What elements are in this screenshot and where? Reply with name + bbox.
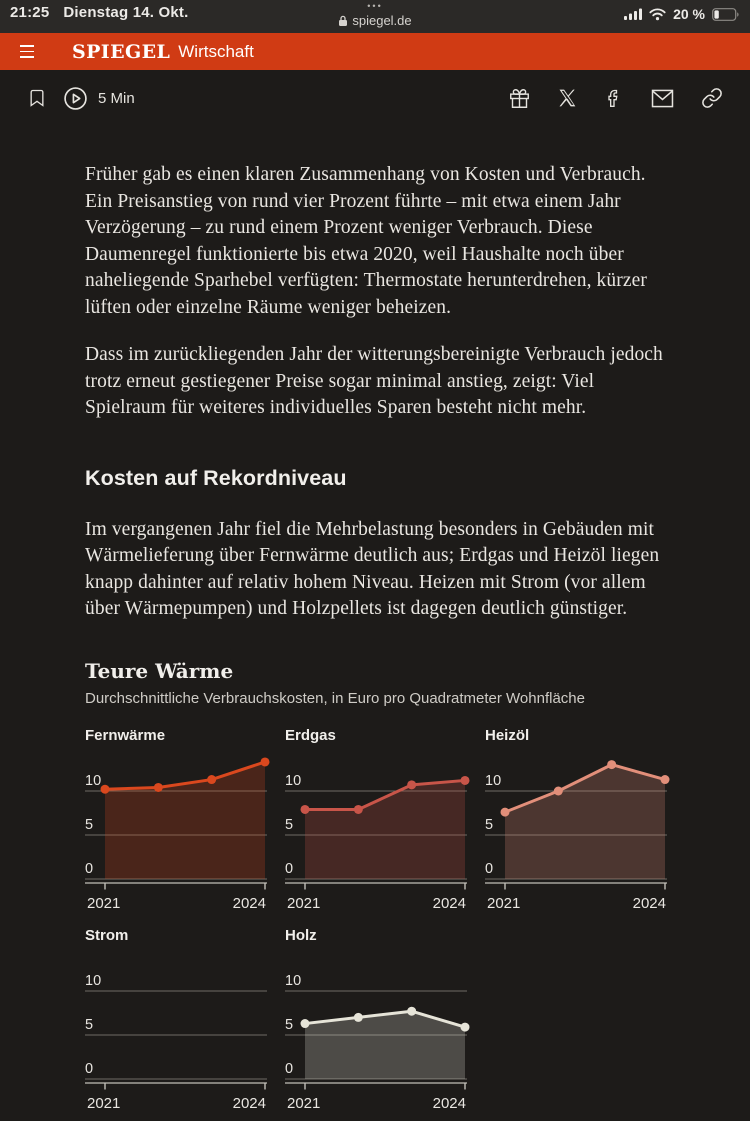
address-bar[interactable] <box>338 13 411 28</box>
chart-plot <box>285 954 467 1116</box>
svg-text:10: 10 <box>285 772 302 789</box>
chart-title: Teure Wärme <box>85 658 234 683</box>
svg-text:0: 0 <box>485 860 494 877</box>
chart-block <box>85 659 674 1121</box>
svg-text:0: 0 <box>285 860 294 877</box>
chart-panel-erdgas <box>285 727 485 921</box>
email-share-icon[interactable] <box>651 89 674 108</box>
spiegel-logo[interactable]: SPIEGEL <box>72 40 171 63</box>
subheading: Kosten auf Rekordniveau <box>85 465 347 490</box>
svg-text:2024: 2024 <box>232 894 266 912</box>
svg-text:5: 5 <box>85 816 94 833</box>
svg-text:5: 5 <box>485 816 494 833</box>
svg-text:2021: 2021 <box>87 1094 121 1112</box>
address-url: spiegel.de <box>352 13 412 28</box>
tab-overflow-icon[interactable]: ••• <box>367 1 383 11</box>
chart-panel-holz <box>285 927 485 1121</box>
chart-plot <box>485 754 667 916</box>
paragraph: Früher gab es einen klaren Zusammenhang von Kosten und Verbrauch. Ein Preisanstieg von rund vier Prozent führte – mit etwa einem Jahr Verzögerung – zu rund einem Prozent weniger Verbrauch. Diese Daumenregel funktionierte bis etwa 2020, weil Haushalte noch über naheliegende Sparhebel verfügten: Thermostate herunterdrehen, kürzer lüften oder einzelne Räume weniger beheizen. <box>85 164 647 318</box>
svg-text:10: 10 <box>85 972 102 989</box>
svg-text:5: 5 <box>285 1016 294 1033</box>
chart-panel-title: Heizöl <box>485 726 530 744</box>
chart-panel-strom <box>85 927 285 1121</box>
gift-icon[interactable] <box>509 88 530 109</box>
copy-link-icon[interactable] <box>701 87 723 109</box>
svg-text:10: 10 <box>85 772 102 789</box>
svg-text:2024: 2024 <box>432 1094 466 1112</box>
chart-panel-title: Strom <box>85 926 129 944</box>
svg-text:0: 0 <box>85 860 94 877</box>
hamburger-icon[interactable] <box>18 43 36 59</box>
paragraph: Dass im zurückliegenden Jahr der witterungsbereinigte Verbrauch jedoch trotz erneut gestiegener Preise sogar minimal anstieg, zeigt: Viel Spielraum für weiteres individuelles Sparen besteht nicht mehr. <box>85 344 663 418</box>
svg-text:0: 0 <box>285 1060 294 1077</box>
status-date: Dienstag 14. Okt. <box>63 4 189 21</box>
svg-text:10: 10 <box>485 772 502 789</box>
chart-panel-heiz-l <box>485 727 685 921</box>
svg-text:2021: 2021 <box>287 1094 321 1112</box>
svg-text:2024: 2024 <box>632 894 666 912</box>
battery-percent: 20 % <box>673 6 705 22</box>
x-share-icon[interactable] <box>557 88 577 108</box>
chart-plot <box>85 754 267 916</box>
status-right <box>624 6 740 22</box>
site-header <box>0 33 750 70</box>
play-circle-icon[interactable] <box>63 86 88 111</box>
clock: 21:25 <box>10 4 50 21</box>
facebook-share-icon[interactable] <box>604 87 624 109</box>
article-toolbar <box>0 70 750 126</box>
wifi-icon <box>649 8 666 21</box>
svg-text:2021: 2021 <box>287 894 321 912</box>
read-time-label: 5 Min <box>98 89 135 107</box>
paragraph: Im vergangenen Jahr fiel die Mehrbelastung besonders in Gebäuden mit Wärmelieferung über Fernwärme deutlich aus; Erdgas und Heizöl liegen knapp dahinter auf relativ hohem Niveau. Heizen mit Strom (vor allem über Wärmepumpen) und Holzpellets ist dagegen deutlich günstiger. <box>85 518 660 619</box>
chart-plot <box>285 754 467 916</box>
charts-grid <box>85 727 674 1121</box>
svg-text:5: 5 <box>285 816 294 833</box>
svg-text:2021: 2021 <box>87 894 121 912</box>
chart-plot <box>85 954 267 1116</box>
svg-text:0: 0 <box>85 1060 94 1077</box>
bookmark-icon[interactable] <box>27 86 47 110</box>
chart-panel-title: Holz <box>285 926 317 944</box>
signal-bars-icon <box>624 8 642 20</box>
section-label[interactable]: Wirtschaft <box>178 41 254 61</box>
lock-icon <box>338 15 348 27</box>
chart-subtitle: Durchschnittliche Verbrauchskosten, in Euro pro Quadratmeter Wohnfläche <box>85 689 585 707</box>
svg-text:2024: 2024 <box>432 894 466 912</box>
chart-panel-fernw-rme <box>85 727 285 921</box>
status-bar <box>0 0 750 33</box>
svg-text:5: 5 <box>85 1016 94 1033</box>
svg-text:2021: 2021 <box>487 894 521 912</box>
toolbar-left <box>27 86 135 111</box>
toolbar-share-group <box>509 87 723 109</box>
battery-icon <box>712 8 740 21</box>
svg-text:10: 10 <box>285 972 302 989</box>
article-body <box>0 126 750 1121</box>
chart-panel-title: Fernwärme <box>85 726 166 744</box>
chart-panel-title: Erdgas <box>285 726 336 744</box>
svg-text:2024: 2024 <box>232 1094 266 1112</box>
